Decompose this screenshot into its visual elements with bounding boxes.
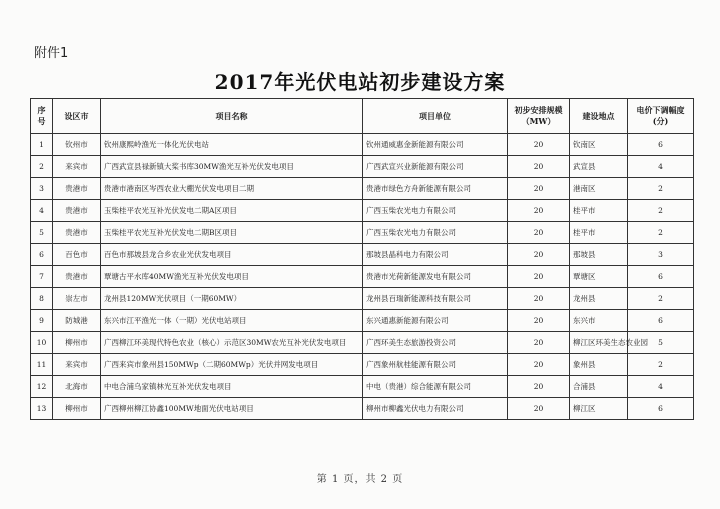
cell-company: 钦州通威惠金新能源有限公司 bbox=[363, 134, 508, 156]
cell-no: 4 bbox=[31, 200, 53, 222]
cell-no: 6 bbox=[31, 244, 53, 266]
cell-city: 百色市 bbox=[53, 244, 101, 266]
cell-no: 2 bbox=[31, 156, 53, 178]
cell-price-cut: 4 bbox=[628, 156, 694, 178]
cell-scale: 20 bbox=[508, 354, 570, 376]
cell-no: 1 bbox=[31, 134, 53, 156]
cell-company: 贵港市绿色方舟新能源有限公司 bbox=[363, 178, 508, 200]
table-row bbox=[31, 310, 694, 332]
cell-scale: 20 bbox=[508, 266, 570, 288]
cell-company: 中电（贵港）综合能源有限公司 bbox=[363, 376, 508, 398]
cell-project: 玉柴桂平农光互补光伏发电二期A区项目 bbox=[101, 200, 363, 222]
table-row bbox=[31, 178, 694, 200]
cell-project: 东兴市江平渔光一体（一期）光伏电站项目 bbox=[101, 310, 363, 332]
cell-no: 9 bbox=[31, 310, 53, 332]
header-city: 设区市 bbox=[53, 99, 101, 134]
cell-location: 东兴市 bbox=[570, 310, 628, 332]
cell-price-cut: 6 bbox=[628, 266, 694, 288]
cell-scale: 20 bbox=[508, 288, 570, 310]
cell-no: 7 bbox=[31, 266, 53, 288]
cell-location: 桂平市 bbox=[570, 222, 628, 244]
cell-scale: 20 bbox=[508, 134, 570, 156]
cell-project: 广西柳州柳江协鑫100MW地面光伏电站项目 bbox=[101, 398, 363, 420]
table-row bbox=[31, 266, 694, 288]
cell-project: 覃塘古平水库40MW渔光互补光伏发电项目 bbox=[101, 266, 363, 288]
cell-price-cut: 2 bbox=[628, 178, 694, 200]
cell-location: 象州县 bbox=[570, 354, 628, 376]
cell-location: 桂平市 bbox=[570, 200, 628, 222]
cell-project: 中电合浦乌家镇林光互补光伏发电项目 bbox=[101, 376, 363, 398]
header-scale: 初步安排规模（MW） bbox=[508, 99, 570, 134]
header-no: 序号 bbox=[31, 99, 53, 134]
cell-project: 广西柳江环美现代特色农业（核心）示范区30MW农光互补光伏发电项目 bbox=[101, 332, 363, 354]
cell-no: 8 bbox=[31, 288, 53, 310]
table-row bbox=[31, 200, 694, 222]
project-table bbox=[30, 98, 694, 420]
cell-project: 玉柴桂平农光互补光伏发电二期B区项目 bbox=[101, 222, 363, 244]
cell-project: 广西武宣县禄新镇大桨书库30MW渔光互补光伏发电项目 bbox=[101, 156, 363, 178]
cell-price-cut: 4 bbox=[628, 376, 694, 398]
attachment-label: 附件1 bbox=[34, 46, 69, 61]
table-row bbox=[31, 376, 694, 398]
cell-company: 广西玉柴农光电力有限公司 bbox=[363, 200, 508, 222]
table-row bbox=[31, 354, 694, 376]
table-row bbox=[31, 134, 694, 156]
cell-city: 钦州市 bbox=[53, 134, 101, 156]
cell-city: 贵港市 bbox=[53, 222, 101, 244]
table-row bbox=[31, 156, 694, 178]
cell-scale: 20 bbox=[508, 376, 570, 398]
cell-company: 贵港市光荷新能源发电有限公司 bbox=[363, 266, 508, 288]
cell-no: 3 bbox=[31, 178, 53, 200]
header-location: 建设地点 bbox=[570, 99, 628, 134]
cell-city: 柳州市 bbox=[53, 398, 101, 420]
document-title: 2017年光伏电站初步建设方案 bbox=[214, 70, 506, 94]
cell-project: 贵港市港南区岑西农业大棚光伏发电项目二期 bbox=[101, 178, 363, 200]
table-header-row bbox=[31, 99, 694, 134]
cell-company: 广西武宣兴业新能源有限公司 bbox=[363, 156, 508, 178]
cell-scale: 20 bbox=[508, 178, 570, 200]
cell-scale: 20 bbox=[508, 200, 570, 222]
table-row bbox=[31, 398, 694, 420]
cell-price-cut: 6 bbox=[628, 310, 694, 332]
header-company: 项目单位 bbox=[363, 99, 508, 134]
cell-location: 钦南区 bbox=[570, 134, 628, 156]
cell-project: 广西来宾市象州县150MWp（二期60MWp）光伏并网发电项目 bbox=[101, 354, 363, 376]
cell-location: 柳江区环美生态农业园 bbox=[570, 332, 628, 354]
cell-price-cut: 6 bbox=[628, 398, 694, 420]
cell-project: 钦州康熙岭渔光一体化光伏电站 bbox=[101, 134, 363, 156]
cell-price-cut: 2 bbox=[628, 200, 694, 222]
header-project: 项目名称 bbox=[101, 99, 363, 134]
header-price-cut: 电价下调幅度(分) bbox=[628, 99, 694, 134]
cell-company: 广西玉柴农光电力有限公司 bbox=[363, 222, 508, 244]
cell-location: 覃塘区 bbox=[570, 266, 628, 288]
cell-project: 百色市那坡县龙合乡农业光伏发电项目 bbox=[101, 244, 363, 266]
table-row bbox=[31, 332, 694, 354]
cell-scale: 20 bbox=[508, 222, 570, 244]
cell-company: 广西象州航桂能源有限公司 bbox=[363, 354, 508, 376]
cell-city: 来宾市 bbox=[53, 156, 101, 178]
cell-company: 柳州市柳鑫光伏电力有限公司 bbox=[363, 398, 508, 420]
cell-no: 11 bbox=[31, 354, 53, 376]
cell-scale: 20 bbox=[508, 156, 570, 178]
cell-price-cut: 2 bbox=[628, 222, 694, 244]
cell-scale: 20 bbox=[508, 310, 570, 332]
cell-company: 东兴通惠新能源有限公司 bbox=[363, 310, 508, 332]
table-row bbox=[31, 288, 694, 310]
cell-city: 崇左市 bbox=[53, 288, 101, 310]
cell-company: 广西环美生态旅游投资公司 bbox=[363, 332, 508, 354]
cell-price-cut: 5 bbox=[628, 332, 694, 354]
cell-price-cut: 2 bbox=[628, 354, 694, 376]
cell-location: 武宣县 bbox=[570, 156, 628, 178]
cell-location: 那坡县 bbox=[570, 244, 628, 266]
cell-city: 防城港 bbox=[53, 310, 101, 332]
cell-location: 港南区 bbox=[570, 178, 628, 200]
cell-scale: 20 bbox=[508, 332, 570, 354]
table-row bbox=[31, 222, 694, 244]
cell-project: 龙州县120MW光伏项目（一期60MW） bbox=[101, 288, 363, 310]
cell-city: 北海市 bbox=[53, 376, 101, 398]
cell-scale: 20 bbox=[508, 244, 570, 266]
cell-location: 龙州县 bbox=[570, 288, 628, 310]
cell-scale: 20 bbox=[508, 398, 570, 420]
cell-price-cut: 6 bbox=[628, 134, 694, 156]
cell-price-cut: 3 bbox=[628, 244, 694, 266]
cell-city: 贵港市 bbox=[53, 178, 101, 200]
cell-city: 来宾市 bbox=[53, 354, 101, 376]
cell-no: 13 bbox=[31, 398, 53, 420]
table-row bbox=[31, 244, 694, 266]
cell-no: 12 bbox=[31, 376, 53, 398]
page-footer: 第 1 页，共 2 页 bbox=[316, 474, 404, 485]
cell-company: 龙州县百瑞新能源科技有限公司 bbox=[363, 288, 508, 310]
cell-city: 柳州市 bbox=[53, 332, 101, 354]
cell-no: 10 bbox=[31, 332, 53, 354]
cell-location: 柳江区 bbox=[570, 398, 628, 420]
cell-company: 那坡县晶科电力有限公司 bbox=[363, 244, 508, 266]
cell-price-cut: 2 bbox=[628, 288, 694, 310]
cell-city: 贵港市 bbox=[53, 200, 101, 222]
cell-no: 5 bbox=[31, 222, 53, 244]
cell-city: 贵港市 bbox=[53, 266, 101, 288]
cell-location: 合浦县 bbox=[570, 376, 628, 398]
